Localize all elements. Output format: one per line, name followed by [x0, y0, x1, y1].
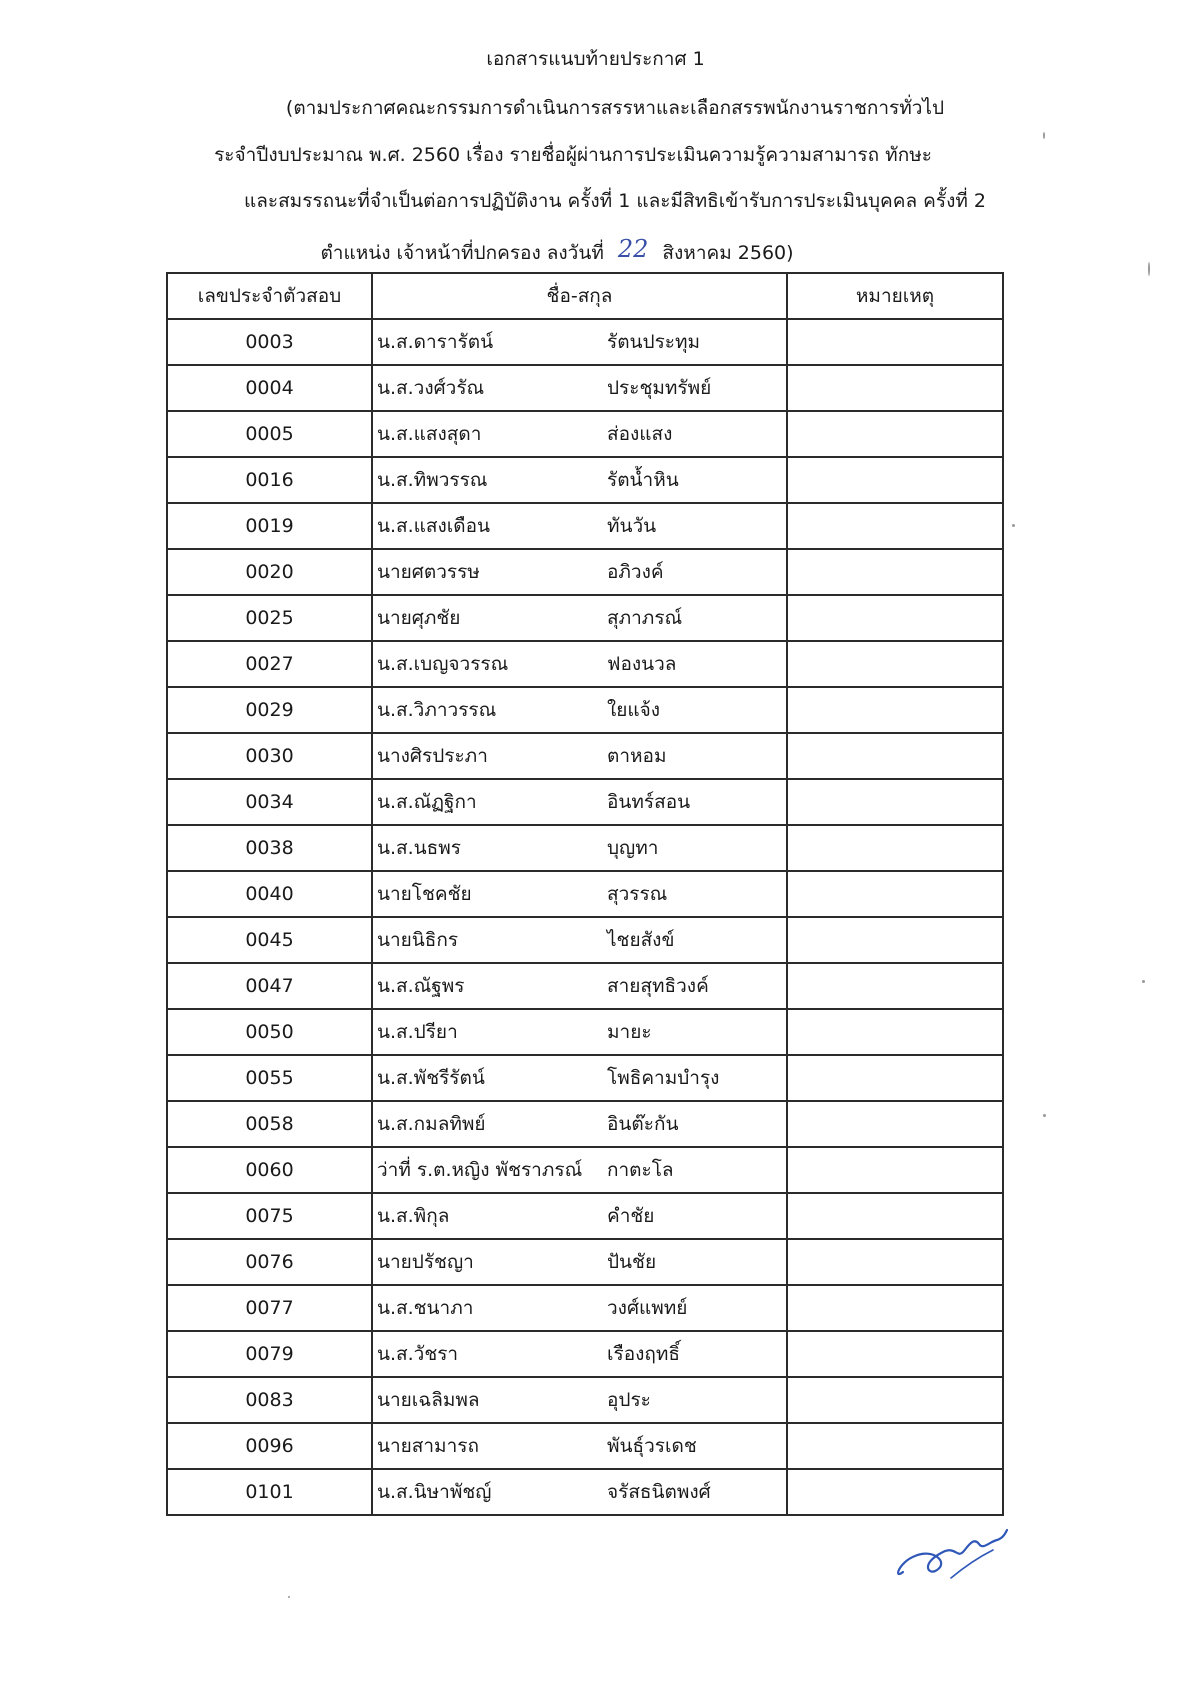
first-name: น.ส.กมลทิพย์: [377, 1113, 486, 1135]
scan-speck: [1043, 132, 1045, 139]
first-name: นายศตวรรษ: [377, 561, 480, 583]
name-cell: [372, 1377, 787, 1423]
last-name: พันธุ์วรเดช: [607, 1435, 697, 1457]
table-row: [167, 1331, 1003, 1377]
name-cell: [372, 1239, 787, 1285]
remark-cell: [787, 1423, 1003, 1469]
remark-cell: [787, 963, 1003, 1009]
first-name: น.ส.แสงสุดา: [377, 423, 482, 445]
last-name: มายะ: [607, 1021, 652, 1043]
first-name: น.ส.แสงเดือน: [377, 515, 491, 537]
name-cell: [372, 1285, 787, 1331]
table-row: [167, 779, 1003, 825]
last-name: สุภาภรณ์: [607, 607, 683, 629]
exam-id-cell: 0027: [167, 641, 372, 687]
exam-id-cell: 0016: [167, 457, 372, 503]
remark-cell: [787, 1147, 1003, 1193]
first-name: นายปรัชญา: [377, 1251, 474, 1273]
exam-id-cell: 0003: [167, 319, 372, 365]
last-name: จรัสธนิตพงศ์: [607, 1481, 711, 1503]
scan-speck: [1142, 980, 1145, 983]
exam-id-cell: 0019: [167, 503, 372, 549]
exam-id-cell: 0005: [167, 411, 372, 457]
name-cell: [372, 319, 787, 365]
first-name: น.ส.ทิพวรรณ: [377, 469, 488, 491]
remark-cell: [787, 641, 1003, 687]
exam-id-cell: 0030: [167, 733, 372, 779]
first-name: นางศิรประภา: [377, 745, 488, 767]
table-row: [167, 1377, 1003, 1423]
exam-id-cell: 0058: [167, 1101, 372, 1147]
remark-cell: [787, 1239, 1003, 1285]
remark-cell: [787, 687, 1003, 733]
first-name: นายศุภชัย: [377, 607, 461, 629]
remark-cell: [787, 917, 1003, 963]
position-and-date-label: ตำแหน่ง เจ้าหน้าที่ปกครอง ลงวันที่: [320, 242, 604, 264]
remark-cell: [787, 779, 1003, 825]
name-cell: [372, 595, 787, 641]
remark-cell: [787, 411, 1003, 457]
last-name: บุญทา: [607, 837, 659, 859]
table-row: [167, 411, 1003, 457]
table-row: [167, 549, 1003, 595]
last-name: ไชยสังข์: [607, 929, 675, 951]
exam-id-cell: 0101: [167, 1469, 372, 1515]
header-line-4: และสมรรถนะที่จำเป็นต่อการปฏิบัติงาน ครั้งที่ 1 และมีสิทธิเข้ารับการประเมินบุคคล ครั้งที่ 2: [243, 190, 986, 212]
remark-cell: [787, 549, 1003, 595]
remark-cell: [787, 457, 1003, 503]
remark-cell: [787, 1377, 1003, 1423]
remark-cell: [787, 503, 1003, 549]
remark-cell: [787, 595, 1003, 641]
last-name: คำชัย: [607, 1205, 655, 1227]
table-row: [167, 1239, 1003, 1285]
first-name: ว่าที่ ร.ต.หญิง พัชราภรณ์: [377, 1159, 583, 1181]
exam-id-cell: 0025: [167, 595, 372, 641]
exam-id-cell: 0075: [167, 1193, 372, 1239]
table-row: [167, 871, 1003, 917]
name-cell: [372, 365, 787, 411]
name-cell: [372, 1055, 787, 1101]
remark-cell: [787, 1331, 1003, 1377]
first-name: น.ส.นิษาพัชญ์: [377, 1481, 492, 1503]
name-cell: [372, 687, 787, 733]
remark-cell: [787, 1055, 1003, 1101]
scan-speck: [1012, 524, 1015, 527]
first-name: น.ส.ชนาภา: [377, 1297, 474, 1319]
remark-cell: [787, 1193, 1003, 1239]
last-name: วงศ์แพทย์: [607, 1297, 688, 1319]
remark-cell: [787, 365, 1003, 411]
table-row: [167, 457, 1003, 503]
table-row: [167, 687, 1003, 733]
first-name: น.ส.นธพร: [377, 837, 461, 859]
last-name: ใยแจ้ง: [607, 699, 661, 721]
last-name: ตาหอม: [607, 745, 667, 767]
last-name: ประชุมทรัพย์: [607, 377, 712, 399]
signature-mark: [893, 1522, 1013, 1582]
last-name: อุประ: [607, 1389, 651, 1411]
name-cell: [372, 1331, 787, 1377]
remark-cell: [787, 1469, 1003, 1515]
exam-id-cell: 0060: [167, 1147, 372, 1193]
exam-id-cell: 0076: [167, 1239, 372, 1285]
scan-speck: [1148, 262, 1150, 276]
exam-id-cell: 0083: [167, 1377, 372, 1423]
name-cell: [372, 1147, 787, 1193]
table-row: [167, 1147, 1003, 1193]
column-header-remark: หมายเหตุ: [787, 273, 1003, 319]
remark-cell: [787, 1101, 1003, 1147]
first-name: น.ส.พัชรีรัตน์: [377, 1067, 485, 1089]
document-title: เอกสารแนบท้ายประกาศ 1: [486, 48, 705, 70]
last-name: ฟองนวล: [607, 653, 677, 675]
table-row: [167, 825, 1003, 871]
column-header-exam-id: เลขประจำตัวสอบ: [167, 273, 372, 319]
last-name: รัตน้ำหิน: [607, 469, 679, 491]
exam-id-cell: 0020: [167, 549, 372, 595]
column-header-name: ชื่อ-สกุล: [372, 273, 787, 319]
name-cell: [372, 917, 787, 963]
first-name: นายนิธิกร: [377, 929, 459, 951]
table-row: [167, 963, 1003, 1009]
name-cell: [372, 1469, 787, 1515]
exam-id-cell: 0077: [167, 1285, 372, 1331]
name-cell: [372, 733, 787, 779]
remark-cell: [787, 1285, 1003, 1331]
first-name: น.ส.วัชรา: [377, 1343, 459, 1365]
header-line-2: (ตามประกาศคณะกรรมการดำเนินการสรรหาและเลือกสรรพนักงานราชการทั่วไป: [285, 97, 945, 119]
name-cell: [372, 1193, 787, 1239]
first-name: นายเฉลิมพล: [377, 1389, 480, 1411]
last-name: ส่องแสง: [607, 423, 673, 445]
table-header-row: [167, 273, 1003, 319]
name-cell: [372, 503, 787, 549]
table-row: [167, 503, 1003, 549]
name-cell: [372, 963, 787, 1009]
first-name: น.ส.ณัฐพร: [377, 975, 465, 997]
name-cell: [372, 871, 787, 917]
exam-id-cell: 0055: [167, 1055, 372, 1101]
exam-id-cell: 0004: [167, 365, 372, 411]
name-cell: [372, 1009, 787, 1055]
header-line-5: [0, 235, 1132, 264]
table-row: [167, 1285, 1003, 1331]
last-name: ปันชัย: [607, 1251, 657, 1273]
last-name: โพธิคามบำรุง: [607, 1067, 720, 1089]
table-row: [167, 1101, 1003, 1147]
last-name: สุวรรณ: [607, 883, 668, 905]
name-cell: [372, 549, 787, 595]
last-name: ทันวัน: [607, 515, 657, 537]
table-row: [167, 319, 1003, 365]
table-row: [167, 595, 1003, 641]
last-name: รัตนประทุม: [607, 331, 701, 353]
name-cell: [372, 1423, 787, 1469]
first-name: นายสามารถ: [377, 1435, 479, 1457]
last-name: เรืองฤทธิ์: [607, 1343, 681, 1365]
table-row: [167, 1193, 1003, 1239]
name-cell: [372, 1101, 787, 1147]
header-line-3: ระจำปีงบประมาณ พ.ศ. 2560 เรื่อง รายชื่อผู้ผ่านการประเมินความรู้ความสามารถ ทักษะ: [214, 144, 932, 166]
first-name: น.ส.วิภาวรรณ: [377, 699, 497, 721]
date-month-year: สิงหาคม 2560): [662, 242, 794, 264]
exam-id-cell: 0038: [167, 825, 372, 871]
exam-id-cell: 0050: [167, 1009, 372, 1055]
exam-id-cell: 0034: [167, 779, 372, 825]
name-cell: [372, 779, 787, 825]
candidate-table: [166, 272, 1004, 1516]
name-cell: [372, 457, 787, 503]
first-name: น.ส.ปรียา: [377, 1021, 458, 1043]
table-row: [167, 917, 1003, 963]
exam-id-cell: 0079: [167, 1331, 372, 1377]
table-row: [167, 365, 1003, 411]
first-name: น.ส.พิกุล: [377, 1205, 450, 1227]
remark-cell: [787, 871, 1003, 917]
last-name: สายสุทธิวงค์: [607, 975, 709, 997]
exam-id-cell: 0096: [167, 1423, 372, 1469]
last-name: อินทร์สอน: [607, 791, 691, 813]
remark-cell: [787, 319, 1003, 365]
first-name: น.ส.ดารารัตน์: [377, 331, 494, 353]
table-row: [167, 1423, 1003, 1469]
table-row: [167, 733, 1003, 779]
exam-id-cell: 0047: [167, 963, 372, 1009]
first-name: น.ส.ณัฏฐิกา: [377, 791, 477, 813]
remark-cell: [787, 733, 1003, 779]
last-name: อินต๊ะกัน: [607, 1113, 679, 1135]
scan-speck: [288, 1596, 290, 1598]
remark-cell: [787, 825, 1003, 871]
first-name: น.ส.วงศ์วรัณ: [377, 377, 485, 399]
exam-id-cell: 0029: [167, 687, 372, 733]
table-body: [167, 319, 1003, 1515]
last-name: กาตะโล: [607, 1159, 674, 1181]
last-name: อภิวงค์: [607, 561, 664, 583]
remark-cell: [787, 1009, 1003, 1055]
name-cell: [372, 825, 787, 871]
handwritten-day: 22: [617, 235, 649, 263]
name-cell: [372, 641, 787, 687]
first-name: นายโชคชัย: [377, 883, 472, 905]
table-row: [167, 1009, 1003, 1055]
table-row: [167, 1055, 1003, 1101]
table-row: [167, 1469, 1003, 1515]
table-row: [167, 641, 1003, 687]
name-cell: [372, 411, 787, 457]
scan-speck: [1043, 1114, 1046, 1117]
exam-id-cell: 0045: [167, 917, 372, 963]
exam-id-cell: 0040: [167, 871, 372, 917]
first-name: น.ส.เบญจวรรณ: [377, 653, 509, 675]
